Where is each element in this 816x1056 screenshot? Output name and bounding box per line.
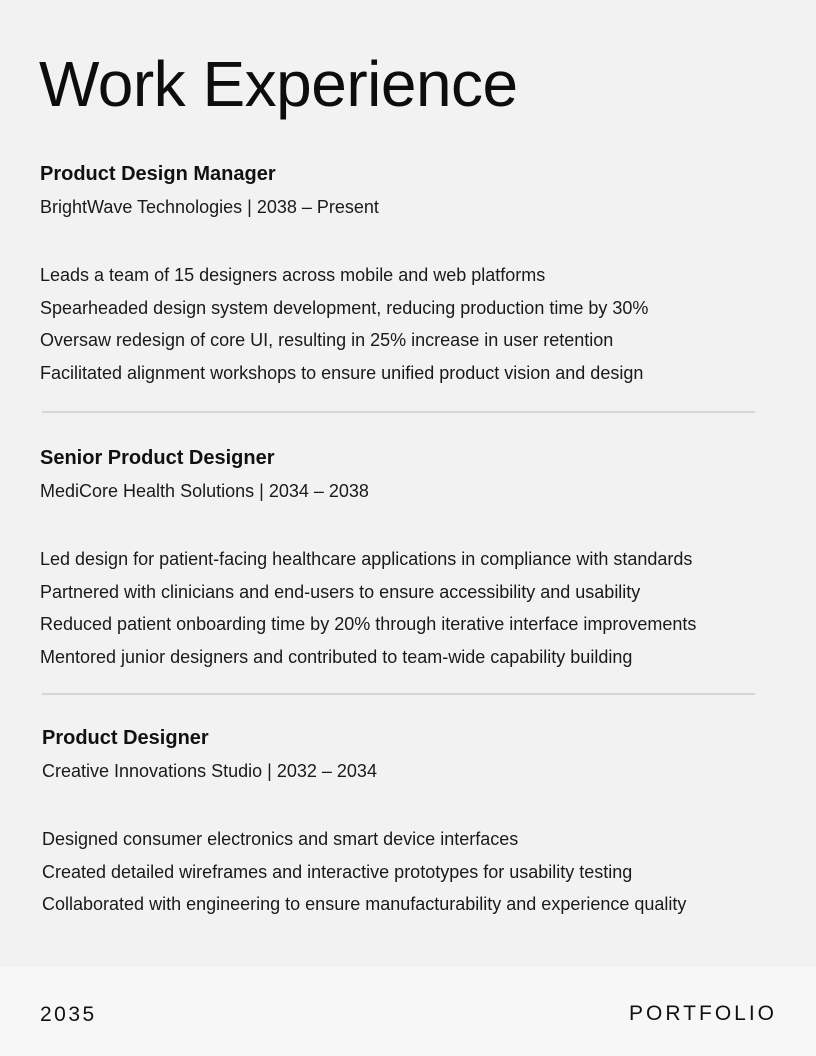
- page-title: Work Experience: [39, 48, 518, 120]
- job-bullet: Leads a team of 15 designers across mobile and web platforms: [40, 265, 546, 285]
- job-role: Product Design Manager: [40, 163, 276, 185]
- meta-separator: |: [267, 761, 272, 781]
- page-footer: [0, 967, 816, 1056]
- job-bullet: Reduced patient onboarding time by 20% through iterative interface improvements: [40, 614, 697, 634]
- job-bullet: Collaborated with engineering to ensure manufacturability and experience quality: [42, 894, 687, 914]
- job-period: 2038 – Present: [256, 197, 379, 217]
- footer-label: PORTFOLIO: [629, 1002, 777, 1025]
- job-bullet: Created detailed wireframes and interactive prototypes for usability testing: [42, 861, 633, 882]
- job-role: Senior Product Designer: [40, 447, 275, 469]
- job-bullets: [42, 823, 758, 921]
- job-role: Product Designer: [42, 727, 209, 749]
- job-bullet: Facilitated alignment workshops to ensure unified product vision and design: [40, 362, 644, 383]
- job-entry: [40, 445, 756, 673]
- job-bullet: Designed consumer electronics and smart device interfaces: [42, 829, 519, 849]
- meta-separator: |: [259, 481, 264, 501]
- job-company: BrightWave Technologies: [40, 197, 243, 217]
- job-bullet: Oversaw redesign of core UI, resulting in 25% increase in user retention: [40, 330, 614, 350]
- section-divider: [42, 693, 755, 695]
- job-bullet: Partnered with clinicians and end-users to ensure accessibility and usability: [40, 581, 641, 602]
- job-bullets: [40, 259, 756, 389]
- job-period: 2034 – 2038: [268, 481, 369, 501]
- job-meta: [42, 759, 758, 783]
- job-meta: [40, 195, 756, 219]
- meta-separator: |: [247, 197, 252, 217]
- job-bullet: Led design for patient-facing healthcare applications in compliance with standards: [40, 549, 693, 569]
- job-entry: [40, 161, 756, 389]
- job-meta: [40, 479, 756, 503]
- section-divider: [42, 411, 755, 413]
- job-entry: [42, 725, 758, 921]
- job-bullets: [40, 543, 756, 673]
- job-bullet: Spearheaded design system development, reducing production time by 30%: [40, 297, 649, 318]
- job-bullet: Mentored junior designers and contributed to team-wide capability building: [40, 646, 633, 667]
- job-company: MediCore Health Solutions: [40, 481, 255, 501]
- footer-year: 2035: [40, 1003, 97, 1026]
- job-company: Creative Innovations Studio: [42, 761, 263, 781]
- job-period: 2032 – 2034: [276, 761, 377, 781]
